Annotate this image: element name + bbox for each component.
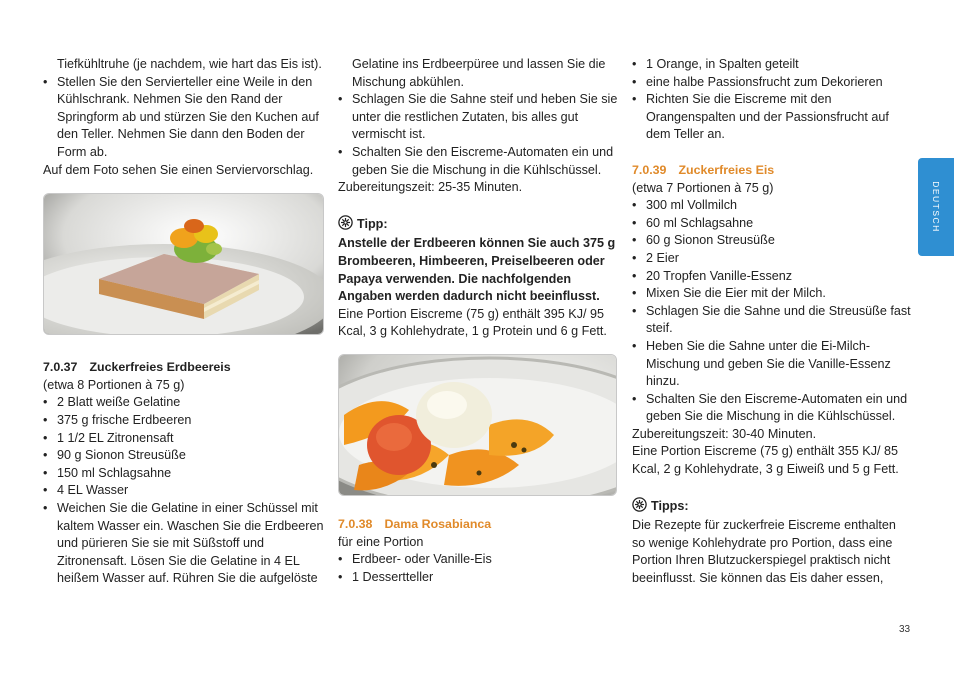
list-item: • Stellen Sie den Servierteller eine Weile in den Kühlschrank. Nehmen Sie den Rand der Springform ab und stürzen Sie den Kuchen auf den Teller. Nehmen Sie dann den Boden der Form ab. — [43, 74, 325, 162]
tips-box — [632, 497, 912, 588]
serve-list — [43, 74, 325, 162]
ingredient-list — [43, 394, 325, 588]
list-item: • Richten Sie die Eiscreme mit den Orangenspalten und der Passionsfrucht auf dem Teller an. — [632, 91, 912, 144]
prep-time: Zubereitungszeit: 30-40 Minuten. — [632, 426, 817, 441]
list-item: • Schalten Sie den Eiscreme-Automaten ein und geben Sie die Mischung in die Kühlschüssel. — [632, 391, 912, 426]
tip-heading: Tipp: — [338, 215, 618, 236]
list-item: • 1 1/2 EL Zitronensaft — [43, 430, 325, 448]
recipe-heading-38: 7.0.38 Dama Rosabianca — [338, 516, 492, 531]
tip-icon — [338, 215, 353, 236]
prep-time: Zubereitungszeit: 25-35 Minuten. — [338, 180, 523, 195]
list-item: • 1 Dessertteller — [338, 569, 618, 587]
list-item: • Mixen Sie die Eier mit der Milch. — [632, 285, 912, 303]
ingredient-list — [338, 551, 618, 586]
recipe-portions: (etwa 7 Portionen à 75 g) — [632, 180, 774, 195]
tip-icon — [632, 497, 647, 518]
language-tab-label: DEUTSCH — [931, 181, 941, 233]
photo-note: Auf dem Foto sehen Sie einen Serviervorschlag. — [43, 162, 314, 177]
language-tab — [918, 158, 954, 256]
recipe-heading-37: 7.0.37 Zuckerfreies Erdbeereis — [43, 360, 231, 375]
list-item: • 2 Eier — [632, 250, 912, 268]
ingredient-list — [632, 197, 912, 426]
list-item: • Schalten Sie den Eiscreme-Automaten ein und geben Sie die Mischung in die Kühlschüssel. — [338, 144, 618, 179]
tips-heading: Tipps: — [632, 497, 912, 518]
list-item: • 375 g frische Erdbeeren — [43, 412, 325, 430]
list-item: • Heben Sie die Sahne unter die Ei-Milch-Mischung und geben Sie die Vanille-Essenz hinzu. — [632, 338, 912, 391]
list-item: • Schlagen Sie die Sahne und die Streusüße fast steif. — [632, 303, 912, 338]
list-item: • eine halbe Passionsfrucht zum Dekorieren — [632, 74, 912, 92]
cake-photo — [43, 193, 324, 335]
list-item: • 20 Tropfen Vanille-Essenz — [632, 268, 912, 286]
tip-text: Anstelle der Erdbeeren können Sie auch 375 g Brombeeren, Himbeeren, Preiselbeeren oder Papaya verwenden. Die nachfolgenden Angaben werden dadurch nicht beeinflusst. — [338, 236, 616, 304]
list-item: • Erdbeer- oder Vanille-Eis — [338, 551, 618, 569]
list-item: • 300 ml Vollmilch — [632, 197, 912, 215]
column-right — [632, 56, 912, 588]
list-item: • 60 g Sionon Streusüße — [632, 232, 912, 250]
recipe-portions: (etwa 8 Portionen à 75 g) — [43, 377, 185, 392]
recipe-heading-39: 7.0.39 Zuckerfreies Eis — [632, 162, 775, 177]
continued-text: Gelatine ins Erdbeerpüree und lassen Sie die Mischung abkühlen. — [352, 57, 606, 89]
recipe-portions: für eine Portion — [338, 534, 424, 549]
list-item: • 90 g Sionon Streusüße — [43, 447, 325, 465]
tips-text: Die Rezepte für zuckerfreie Eiscreme enthalten so wenige Kohlehydrate pro Portion, dass eine Portion Ihren Blutzuckerspiegel praktisch nicht beeinflusst. Sie können das Eis daher essen, — [632, 518, 896, 586]
nutrition-info: Eine Portion Eiscreme (75 g) enthält 355 KJ/ 85 Kcal, 2 g Kohlehydrate, 3 g Eiweiß und 5 g Fett. — [632, 444, 899, 477]
list-item: • 150 ml Schlagsahne — [43, 465, 325, 483]
list-item: • Weichen Sie die Gelatine in einer Schüssel mit kaltem Wasser ein. Waschen Sie die Erdbeeren und pürieren Sie sie mit Süßstoff und Zitronensaft. Lösen Sie die Gelatine in 4 EL heißem Wasser auf. Rühren Sie die aufgelöste — [43, 500, 325, 588]
step-list — [338, 91, 618, 179]
continued-text: Tiefkühltruhe (je nachdem, wie hart das Eis ist). — [57, 57, 322, 71]
column-left — [43, 56, 325, 588]
page-number: 33 — [899, 624, 911, 635]
tip-box — [338, 215, 618, 341]
column-middle — [338, 56, 618, 586]
ingredient-list — [632, 56, 912, 144]
list-item: • 4 EL Wasser — [43, 482, 325, 500]
list-item: • 60 ml Schlagsahne — [632, 215, 912, 233]
list-item: • 1 Orange, in Spalten geteilt — [632, 56, 912, 74]
list-item: • Schlagen Sie die Sahne steif und heben Sie sie unter die restlichen Zutaten, bis alles gut vermischt ist. — [338, 91, 618, 144]
dessert-photo — [338, 354, 617, 496]
list-item: • 2 Blatt weiße Gelatine — [43, 394, 325, 412]
nutrition-info: Eine Portion Eiscreme (75 g) enthält 395 KJ/ 95 Kcal, 3 g Kohlehydrate, 1 g Protein und 6 g Fett. — [338, 306, 607, 339]
